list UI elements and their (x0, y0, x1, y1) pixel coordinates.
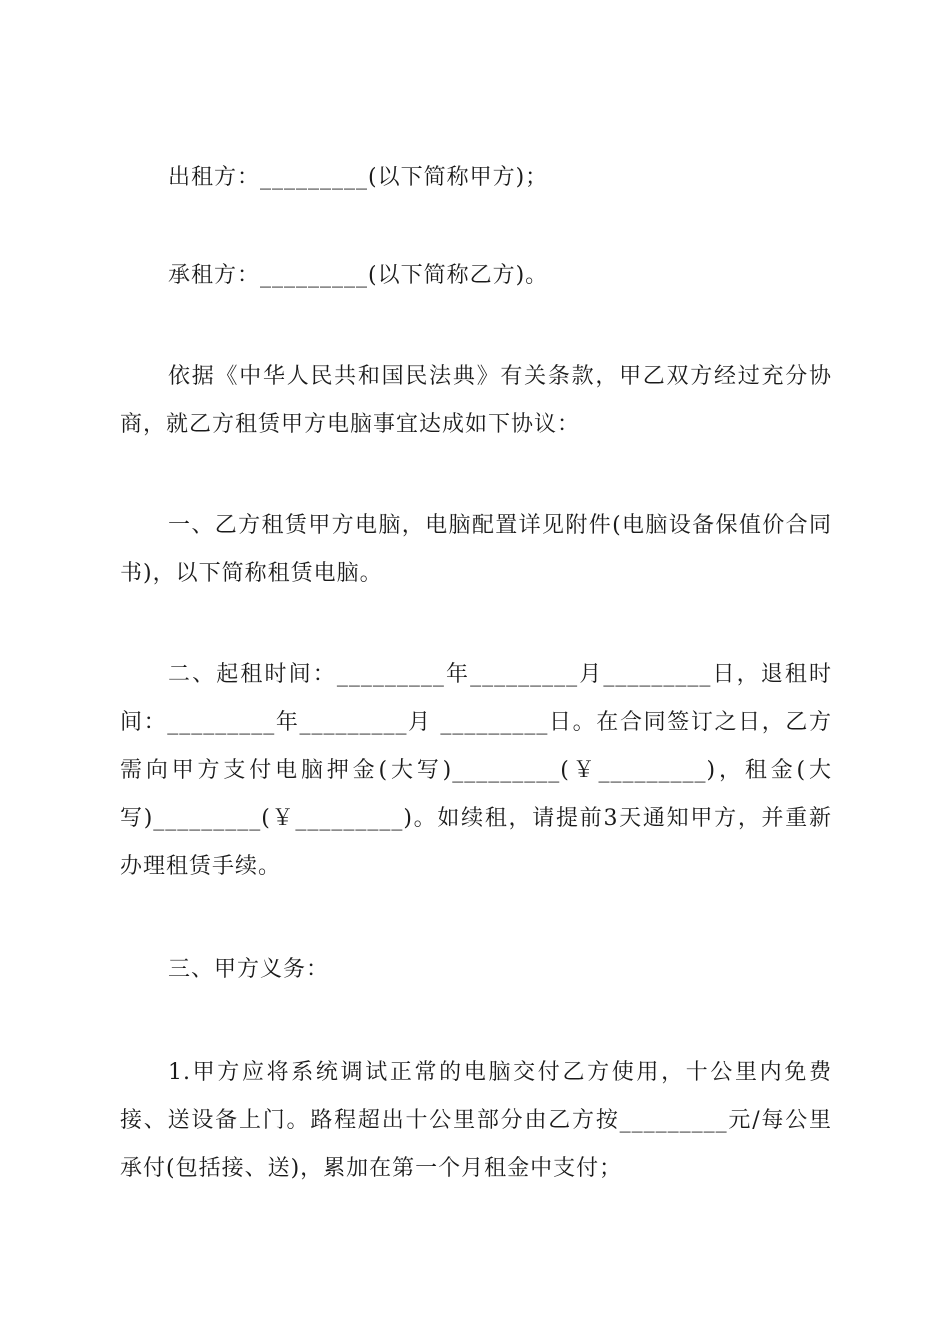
preamble-paragraph: 依据《中华人民共和国民法典》有关条款，甲乙双方经过充分协商，就乙方租赁甲方电脑事宜达成如下协议： (120, 364, 832, 437)
clause-3-heading: 三、甲方义务： (168, 957, 330, 982)
clause-2-paragraph: 二、起租时间：_________年_________月_________日，退租时间：_________年_________月 _________日。在合同签订之日，乙方需向甲方支付电脑押金(大写)_________(￥_________)，租金(大写)_________(￥_________)。如续租，请提前3天通知甲方，并重新办理租赁手续。 (120, 662, 832, 879)
clause-1-paragraph: 一、乙方租赁甲方电脑，电脑配置详见附件(电脑设备保值价合同书)，以下简称租赁电脑。 (120, 513, 832, 586)
lessor-line: 出租方：_________(以下简称甲方)； (168, 165, 549, 190)
clause-3-item-1: 1.甲方应将系统调试正常的电脑交付乙方使用，十公里内免费接、送设备上门。路程超出十公里部分由乙方按_________元/每公里承付(包括接、送)，累加在第一个月租金中支付； (120, 1060, 832, 1181)
lessee-line: 承租方：_________(以下简称乙方)。 (168, 263, 549, 288)
